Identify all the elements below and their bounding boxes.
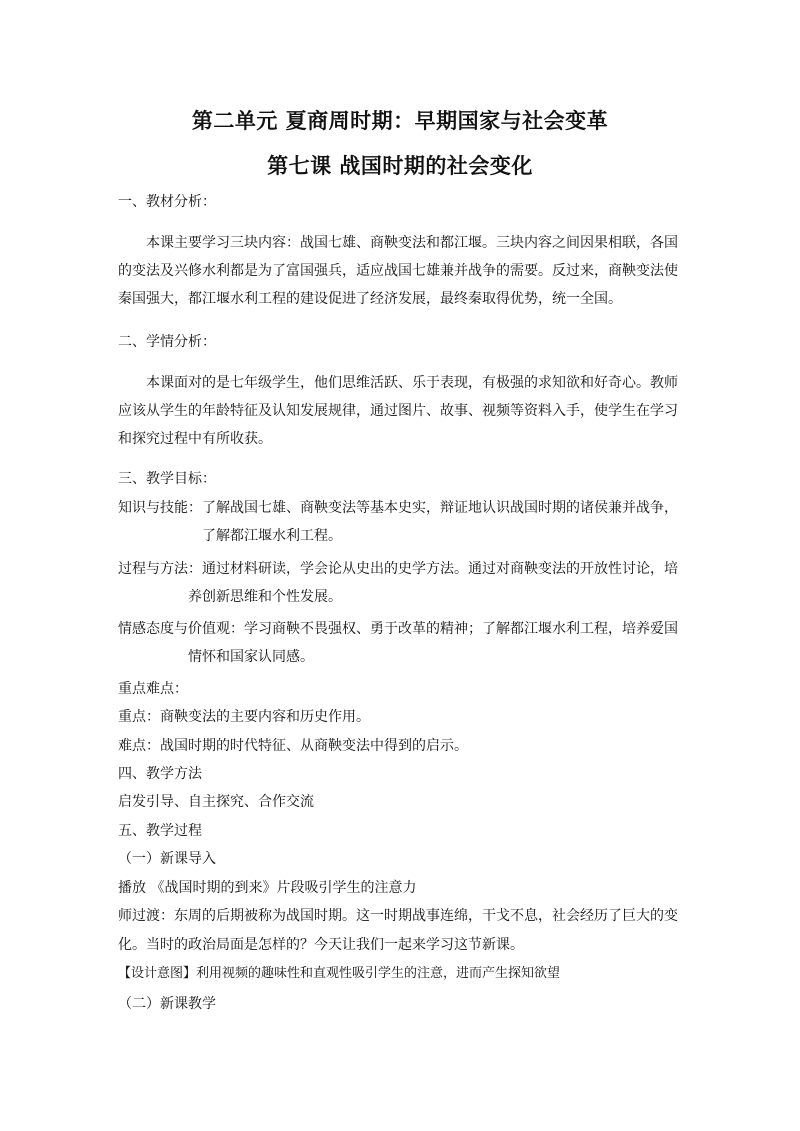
- key-difficulty-heading: 重点难点：: [118, 681, 188, 697]
- intro-play-line: 播放 《战国时期的到来》片段吸引学生的注意力: [118, 880, 417, 896]
- section-heading-students: 二、学情分析：: [118, 334, 216, 350]
- goal-process-line: 养创新思维和个性发展。: [188, 589, 342, 605]
- design-intent-line: 【设计意图】利用视频的趣味性和直观性吸引学生的注意，进而产生探知欲望: [118, 966, 561, 981]
- goal-knowledge-line: 知识与技能：了解战国七雄、商鞅变法等基本史实，辩证地认识战国时期的诸侯兼并战争，: [118, 500, 678, 516]
- section-heading-method: 四、教学方法: [118, 766, 202, 782]
- section-heading-process: 五、教学过程: [118, 823, 202, 839]
- section-heading-material: 一、教材分析：: [118, 194, 216, 210]
- paragraph-line: 的变法及兴修水利都是为了富国强兵，适应战国七雄兼并战争的需要。反过来，商鞅变法使: [118, 263, 678, 279]
- subsection-heading-intro: （一）新课导入: [118, 851, 216, 867]
- method-text: 启发引导、自主探究、合作交流: [118, 794, 314, 810]
- paragraph-line: 和探究过程中有所收获。: [118, 431, 272, 447]
- section-heading-goals: 三、教学目标：: [118, 471, 216, 487]
- lesson-title: 第七课 战国时期的社会变化: [267, 154, 533, 178]
- unit-title: 第二单元 夏商周时期：早期国家与社会变革: [191, 109, 609, 133]
- paragraph-line: 本课主要学习三块内容：战国七雄、商鞅变法和都江堰。三块内容之间因果相联，各国: [146, 235, 678, 251]
- teacher-transition-line: 化。当时的政治局面是怎样的？今天让我们一起来学习这节新课。: [118, 937, 524, 953]
- subsection-heading-new-lesson: （二）新课教学: [118, 996, 216, 1012]
- goal-process-line: 过程与方法：通过材料研读，学会论从史出的史学方法。通过对商鞅变法的开放性讨论，培: [118, 561, 678, 577]
- paragraph-line: 秦国强大，都江堰水利工程的建设促进了经济发展，最终秦取得优势，统一全国。: [118, 291, 622, 307]
- goal-emotion-line: 情怀和国家认同感。: [188, 649, 314, 665]
- goal-emotion-line: 情感态度与价值观：学习商鞅不畏强权、勇于改革的精神；了解都江堰水利工程，培养爱国: [118, 621, 678, 637]
- difficult-point: 难点：战国时期的时代特征、从商鞅变法中得到的启示。: [118, 738, 468, 754]
- key-point: 重点：商鞅变法的主要内容和历史作用。: [118, 709, 370, 725]
- goal-knowledge-line: 了解都江堰水利工程。: [202, 528, 342, 544]
- teacher-transition-line: 师过渡：东周的后期被称为战国时期。这一时期战事连绵，干戈不息，社会经历了巨大的变: [118, 908, 678, 924]
- paragraph-line: 本课面对的是七年级学生，他们思维活跃、乐于表现，有极强的求知欲和好奇心。教师: [146, 375, 678, 391]
- paragraph-line: 应该从学生的年龄特征及认知发展规律，通过图片、故事、视频等资料入手，使学生在学习: [118, 403, 678, 419]
